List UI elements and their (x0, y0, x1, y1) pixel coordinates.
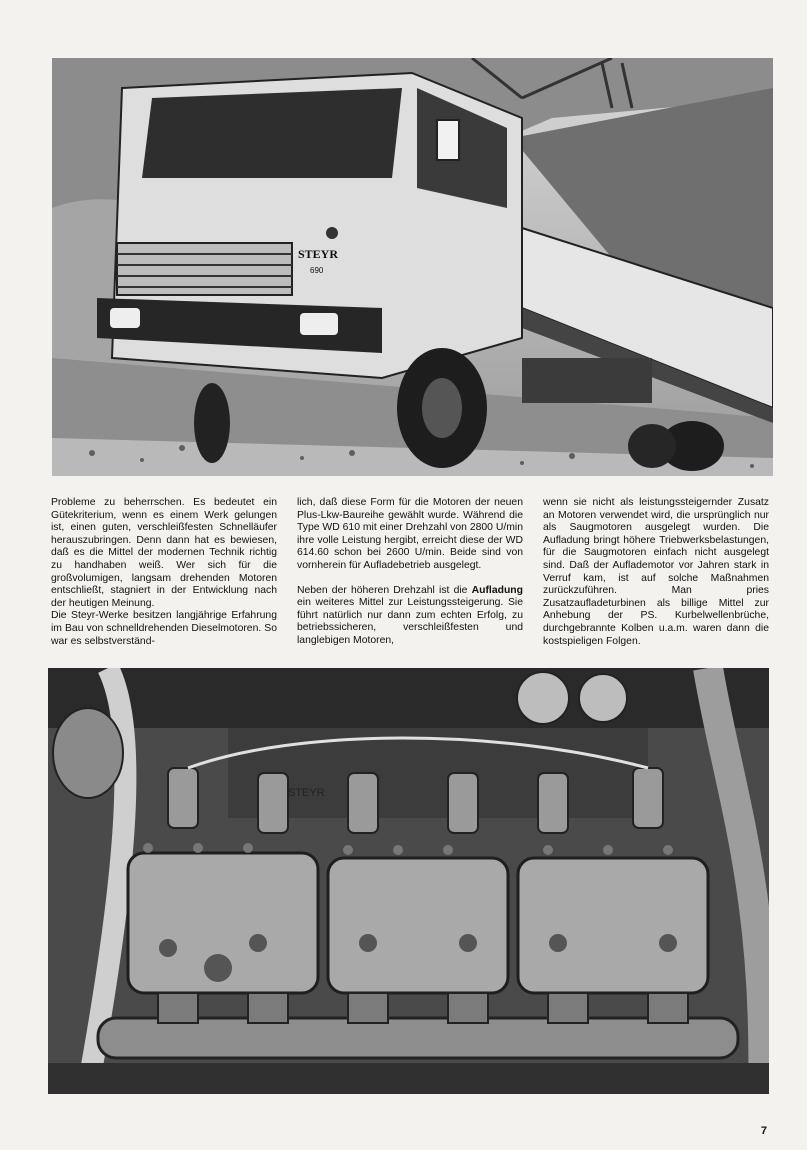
truck-badge-text: STEYR (298, 247, 339, 261)
text-column-2 (297, 497, 523, 648)
text-column-1 (51, 497, 277, 648)
paragraph: wenn sie nicht als leistungssteigernder Zusatz an Motoren verwendet wird, die ursprünglich nur als Saugmotoren ausgelegt wurden. Die Aufladung bringt höhere Triebwerksbelastungen, für die Saugmotoren einfach nicht ausgelegt sind. Daß der Auflademotor vor Jahren stark in Verruf kam, ist auf solche Maßnahmen zurückzuführen. Man pries Zusatzaufladeturbinen als billige Mittel zur Anhebung der PS. Kurbelwellenbrüche, durchgebrannte Kolben u.a.m. waren dann die kostspieligen Folgen. (543, 497, 769, 647)
emphasis-aufladung: Aufladung (471, 584, 523, 596)
paragraph (297, 585, 523, 648)
engine-photo (48, 668, 769, 1094)
truck-photo (52, 58, 773, 476)
paragraph-text: Neben der höheren Drehzahl ist die (297, 584, 472, 596)
page-number: 7 (760, 1125, 767, 1137)
paragraph: Die Steyr-Werke besitzen langjährige Erfahrung im Bau von schnelldrehenden Dieselmotoren. So war es selbstverständ- (51, 610, 277, 647)
truck-badge-model: 690 (310, 266, 324, 275)
engine-cover-text: STEYR (288, 787, 325, 799)
text-column-3 (543, 497, 769, 648)
paragraph-text: ein weiteres Mittel zur Leistungssteigerung. Sie führt natürlich nur dann zum echten Erfolg, zu betriebssicheren, verschleißfesten und langlebigen Motoren, (297, 597, 523, 646)
paragraph: Probleme zu beherrschen. Es bedeutet ein Gütekriterium, wenn es einem Werk gelungen ist, einen guten, verschleißfesten Schnelläufer herauszubringen. Denn dann hat es bewiesen, daß es die Mittel der modernen Technik richtig zu handhaben weiß. Wer sich für die großvolumigen, langsam drehenden Motoren entschließt, stagniert in der Entwicklung nach der heutigen Meinung. (51, 497, 277, 609)
paragraph: lich, daß diese Form für die Motoren der neuen Plus-Lkw-Baureihe gewählt wurde. Während die Type WD 610 mit einer Drehzahl von 2800 U/min ihre volle Leistung hergibt, erreicht diese der WD 614.60 schon bei 2600 U/min. Beide sind von vornherein für Aufladebetrieb ausgelegt. (297, 497, 523, 571)
